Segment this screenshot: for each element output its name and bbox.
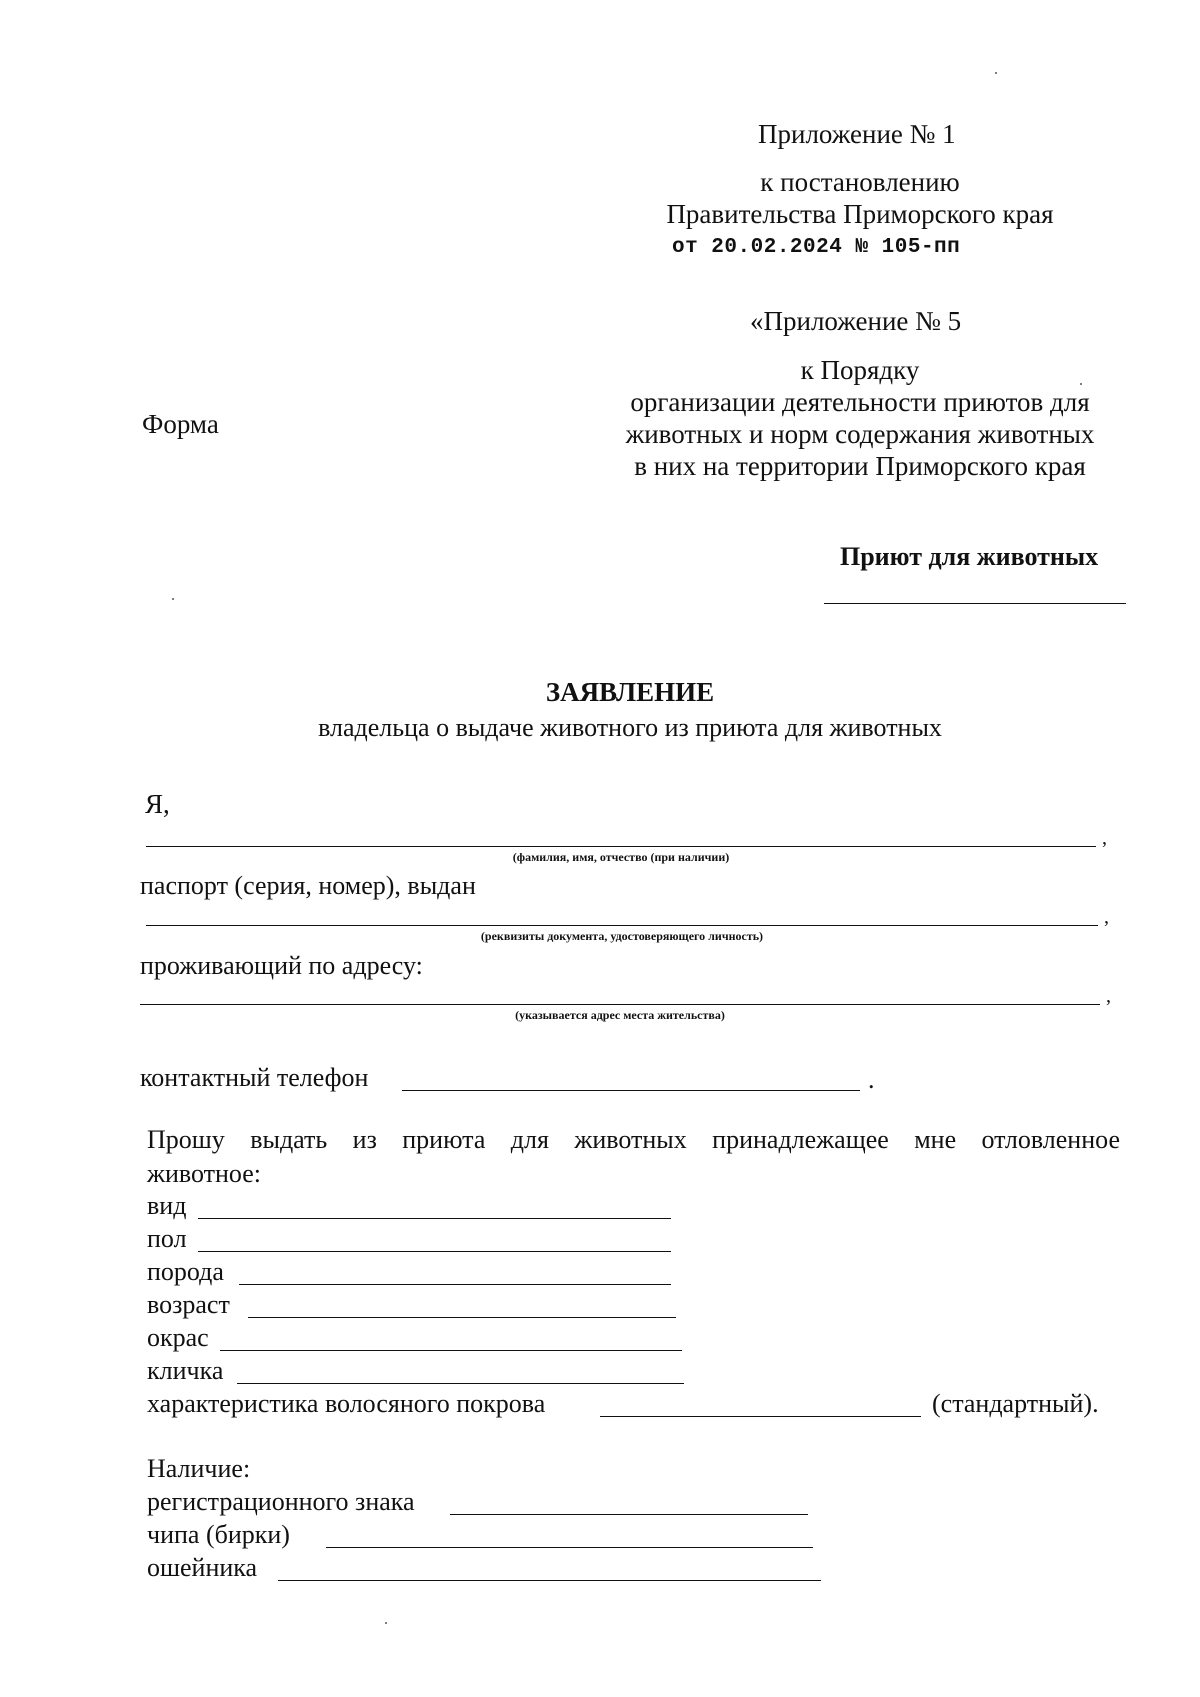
phone-period: . — [868, 1065, 875, 1094]
coat-suffix: (стандартный). — [932, 1389, 1099, 1418]
annex-line-3: животных и норм содержания животных — [625, 419, 1095, 449]
breed-row — [147, 1256, 687, 1288]
passport-label: паспорт (серия, номер), выдан — [140, 871, 476, 900]
scan-speck — [1080, 383, 1082, 385]
chip-underline — [326, 1547, 813, 1548]
collar-label: ошейника — [147, 1553, 258, 1582]
recipient-underline — [824, 603, 1126, 604]
sex-underline — [198, 1251, 671, 1252]
address-comma: , — [1106, 985, 1111, 1007]
header-resolution-block — [640, 166, 1080, 230]
fio-comma: , — [1102, 827, 1107, 849]
phone-underline — [402, 1090, 860, 1091]
coat-row — [147, 1388, 1127, 1420]
document-subtitle: владельца о выдаче животного из приюта для животных — [318, 713, 942, 742]
color-underline — [220, 1350, 682, 1351]
annex-line-4: в них на территории Приморского края — [634, 451, 1086, 481]
address-underline — [140, 1004, 1100, 1005]
species-row — [147, 1190, 687, 1222]
fio-caption: (фамилия, имя, отчество (при наличии) — [512, 850, 730, 864]
to-resolution-text: к постановлению — [760, 167, 960, 197]
applicant-i-label: Я, — [145, 789, 170, 819]
collar-row — [147, 1552, 847, 1584]
age-label: возраст — [147, 1290, 230, 1319]
annex-line-2: организации деятельности приютов для — [630, 387, 1090, 417]
form-label: Форма — [142, 409, 219, 439]
passport-caption: (реквизиты документа, удостоверяющего личность) — [480, 929, 764, 943]
address-label: проживающий по адресу: — [140, 951, 423, 980]
appendix-number: Приложение № 1 — [758, 119, 956, 149]
scan-speck — [385, 1622, 387, 1624]
breed-underline — [239, 1284, 671, 1285]
annex-title: «Приложение № 5 — [750, 306, 962, 336]
resolution-date-number: от 20.02.2024 № 105-пп — [672, 236, 961, 259]
coat-underline — [600, 1416, 921, 1417]
sex-label: пол — [147, 1224, 187, 1253]
reg-mark-row — [147, 1486, 847, 1518]
phone-label: контактный телефон — [140, 1063, 369, 1092]
presence-title: Наличие: — [147, 1454, 251, 1483]
address-caption: (указывается адрес места жительства) — [515, 1008, 725, 1022]
annex-line-1: к Порядку — [800, 355, 920, 385]
sex-row — [147, 1223, 687, 1255]
chip-row — [147, 1519, 847, 1551]
species-underline — [198, 1218, 671, 1219]
name-row — [147, 1355, 687, 1387]
age-underline — [248, 1317, 676, 1318]
request-text-line-1 — [147, 1124, 1120, 1156]
name-underline — [237, 1383, 684, 1384]
color-row — [147, 1322, 687, 1354]
scan-speck — [995, 72, 997, 74]
breed-label: порода — [147, 1257, 224, 1286]
color-label: окрас — [147, 1323, 209, 1352]
collar-underline — [278, 1580, 821, 1581]
coat-label: характеристика волосяного покрова — [147, 1389, 546, 1418]
document-title: ЗАЯВЛЕНИЕ — [545, 677, 715, 707]
passport-underline — [146, 925, 1098, 926]
chip-label: чипа (бирки) — [147, 1520, 290, 1549]
request-line-2: животное: — [147, 1159, 261, 1188]
scan-speck — [172, 598, 174, 600]
annex-description — [600, 354, 1120, 482]
reg-mark-label: регистрационного знака — [147, 1487, 415, 1516]
passport-comma: , — [1104, 906, 1109, 928]
age-row — [147, 1289, 687, 1321]
request-line-1: Прошу выдать из приюта для животных принадлежащее мне отловленное — [147, 1125, 1120, 1154]
recipient-label: Приют для животных — [840, 542, 1099, 571]
species-label: вид — [147, 1191, 187, 1220]
name-label: кличка — [147, 1356, 224, 1385]
reg-mark-underline — [450, 1514, 808, 1515]
fio-underline — [146, 846, 1096, 847]
government-text: Правительства Приморского края — [666, 199, 1054, 229]
